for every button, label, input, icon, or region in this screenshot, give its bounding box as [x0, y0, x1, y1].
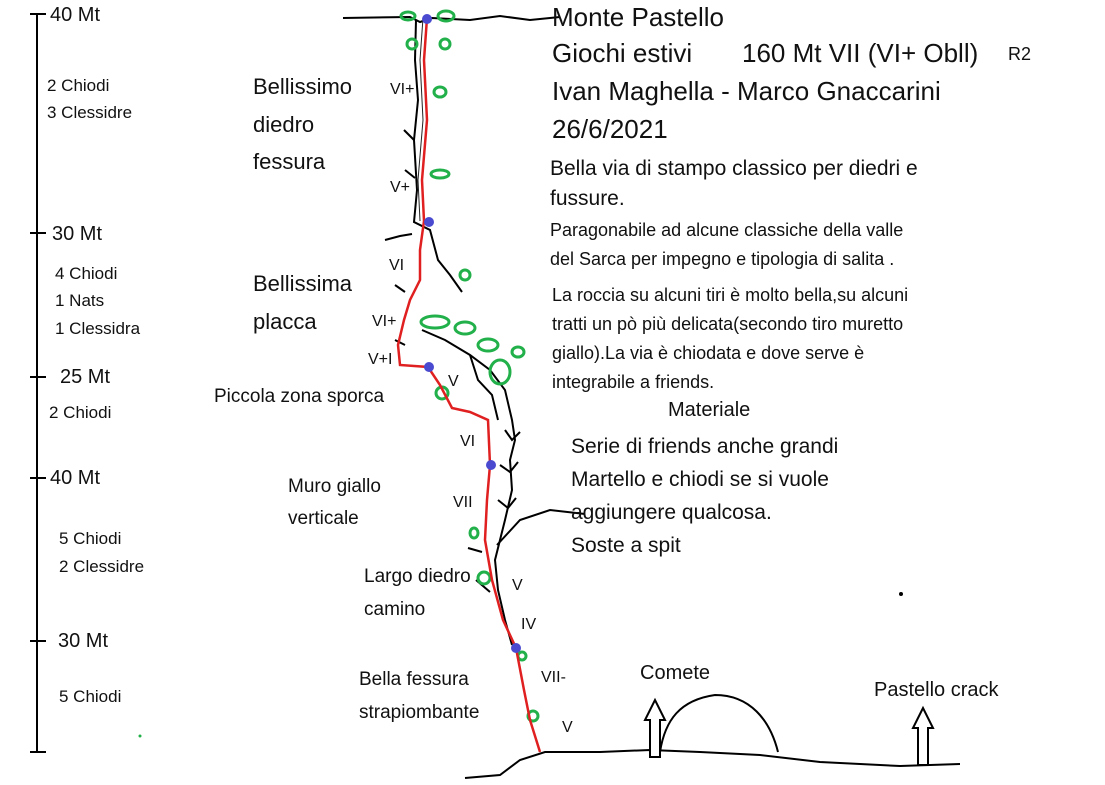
belay-icon	[511, 643, 521, 653]
pitch-length: 40 Mt	[50, 4, 101, 26]
grade-label: VII	[453, 494, 473, 511]
comete-arrow-icon	[645, 700, 665, 757]
mountain-title: Monte Pastello	[552, 2, 724, 32]
pitch-gear: 2 Chiodi	[49, 403, 112, 422]
authors: Ivan Maghella - Marco Gnaccarini	[552, 76, 941, 106]
feature-label: verticale	[288, 508, 359, 529]
belay-icon	[486, 460, 496, 470]
feature-label: placca	[253, 309, 317, 334]
materials-line: Soste a spit	[571, 534, 681, 557]
description-line: La roccia su alcuni tiri è molto bella,su alcuni	[552, 285, 909, 305]
pitch-gear: 2 Chiodi	[47, 76, 110, 95]
materials-line: Martello e chiodi se si vuole	[571, 468, 829, 491]
description-line: fussure.	[550, 187, 625, 210]
grade-label: V+	[390, 179, 411, 196]
feature-label: Muro giallo	[288, 476, 381, 497]
grade-label: V+I	[368, 351, 393, 368]
grade-label: VI+	[372, 313, 397, 330]
pitch-length: 30 Mt	[52, 223, 103, 245]
belay-icon	[422, 14, 432, 24]
pitch-length: 40 Mt	[50, 467, 101, 489]
materials-line: Serie di friends anche grandi	[571, 435, 839, 458]
feature-label: Largo diedro	[364, 566, 471, 587]
pitch-gear: 5 Chiodi	[59, 687, 122, 706]
grade-label: VII-	[541, 669, 566, 686]
grade-label: VI	[389, 257, 405, 274]
ground-line	[465, 750, 960, 778]
boulder	[660, 695, 778, 752]
materials-line: aggiungere qualcosa.	[571, 501, 772, 524]
neighbor-route-label: Pastello crack	[874, 679, 999, 701]
pitch-gear: 5 Chiodi	[59, 529, 122, 548]
grade-label: VI+	[390, 81, 415, 98]
feature-label: Bella fessura	[359, 669, 469, 690]
grade-label: V	[448, 373, 459, 390]
pitch-gear: 3 Clessidre	[47, 103, 133, 122]
pitch-length: 25 Mt	[60, 366, 111, 388]
grade-label: V	[512, 577, 523, 594]
description-line: integrabile a friends.	[552, 372, 715, 392]
grade-label: VI	[460, 433, 476, 450]
pitch-length: 30 Mt	[58, 630, 109, 652]
feature-label: diedro	[253, 112, 315, 137]
description-line: tratti un pò più delicata(secondo tiro muretto	[552, 314, 904, 334]
description-line: giallo).La via è chiodata e dove serve è	[552, 343, 865, 363]
pitch-gear: 2 Clessidre	[59, 557, 145, 576]
materials-heading: Materiale	[668, 399, 751, 421]
pitch-gear: 4 Chiodi	[55, 264, 118, 283]
pitch-gear: 1 Nats	[55, 291, 105, 310]
feature-label: camino	[364, 599, 426, 620]
description-line: del Sarca per impegno e tipologia di salita .	[550, 249, 895, 269]
feature-label: strapiombante	[359, 702, 480, 723]
grade-label: V	[562, 719, 573, 736]
scale-bar	[30, 14, 46, 752]
feature-label: Piccola zona sporca	[214, 386, 385, 407]
route-stats: 160 Mt VII (VI+ Obll)	[742, 38, 979, 68]
route-line	[398, 18, 540, 752]
grade-label: IV	[521, 616, 537, 633]
pastello-crack-arrow-icon	[913, 708, 933, 765]
route-name: Giochi estivi	[552, 38, 693, 68]
belay-icon	[424, 217, 434, 227]
feature-label: Bellissima	[253, 271, 353, 296]
feature-label: fessura	[253, 149, 326, 174]
description-line: Paragonabile ad alcune classiche della valle	[550, 220, 904, 240]
belay-icon	[424, 362, 434, 372]
pitch-gear: 1 Clessidra	[55, 319, 141, 338]
rating-r: R2	[1008, 44, 1032, 64]
date: 26/6/2021	[552, 114, 668, 144]
neighbor-route-label: Comete	[640, 662, 711, 684]
description-line: Bella via di stampo classico per diedri e	[550, 157, 918, 180]
feature-label: Bellissimo	[253, 74, 353, 99]
